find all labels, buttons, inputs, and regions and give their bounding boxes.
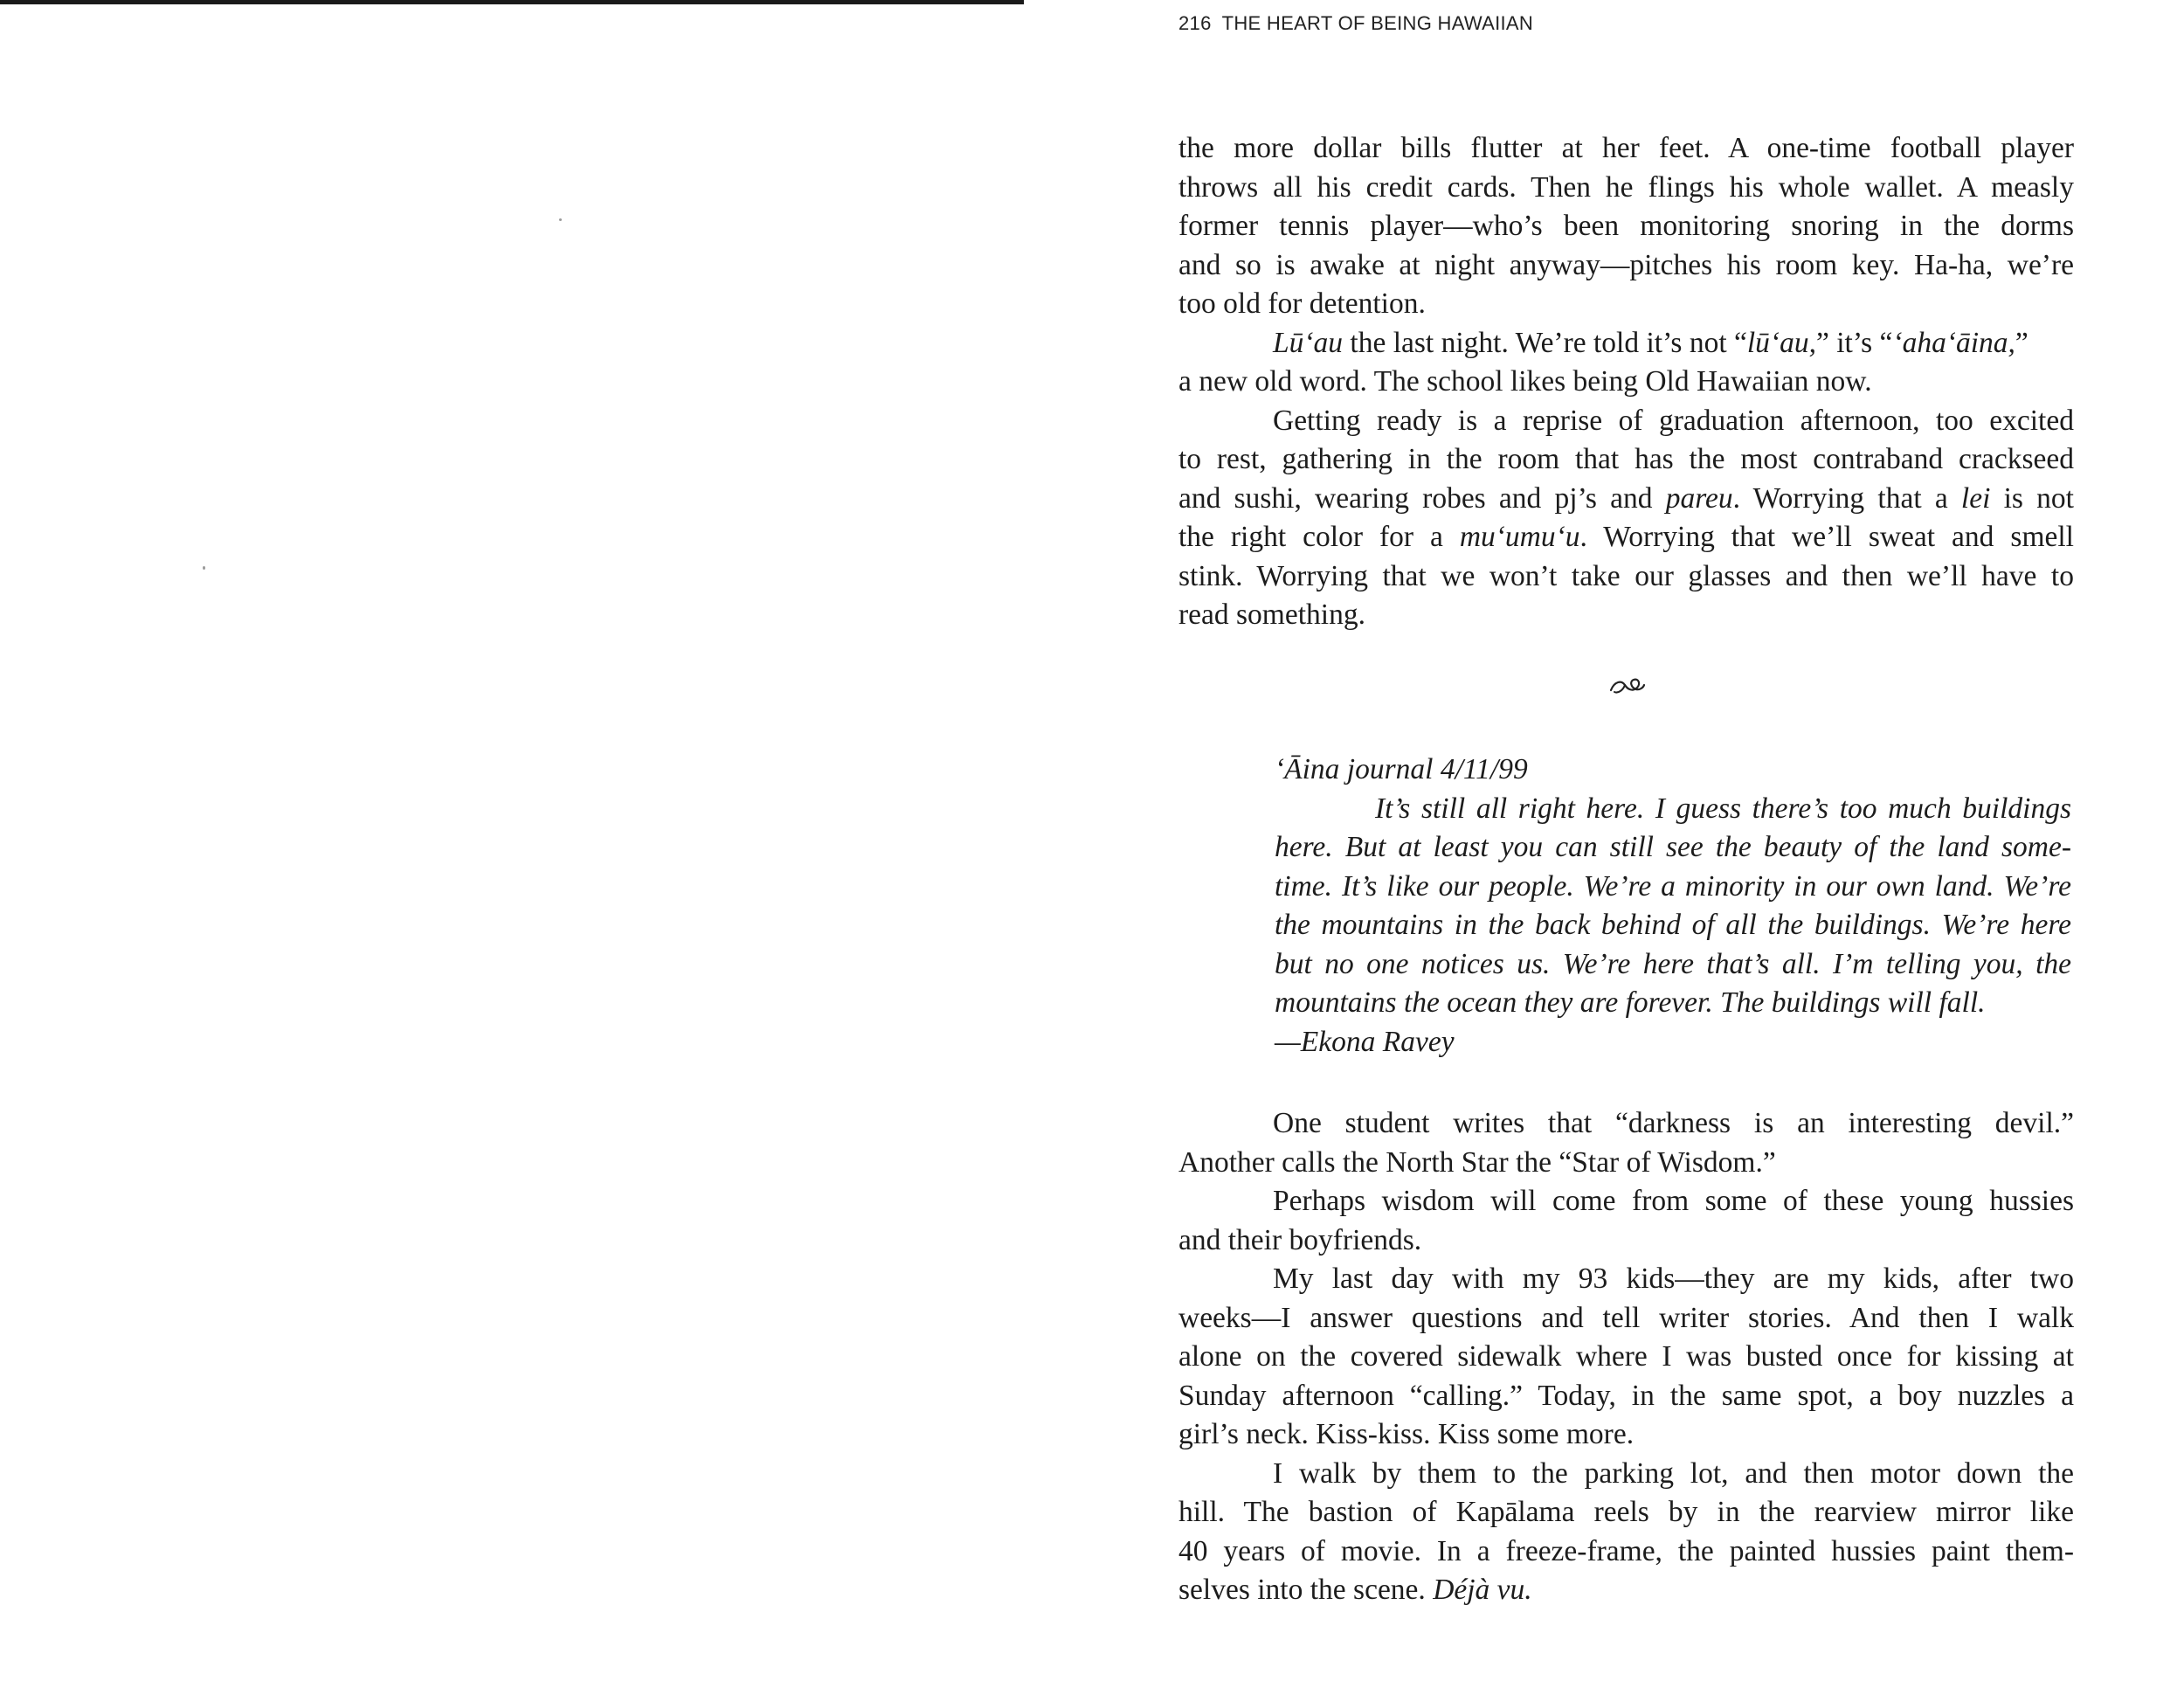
text-line: hill. The bastion of Kapālama reels by in the rearview mirror like <box>1178 1496 2074 1528</box>
text-line: and their boyfriends. <box>1178 1223 1422 1256</box>
text-line: Getting ready is a reprise of graduation afternoon, too excited <box>1273 404 2074 437</box>
text-run: and sushi, wearing robes and pj’s and <box>1178 481 1666 515</box>
text-line: Perhaps wisdom will come from some of these young hussies <box>1273 1185 2074 1217</box>
text-line: girl’s neck. Kiss-kiss. Kiss some more. <box>1178 1418 1635 1450</box>
text-line: alone on the covered sidewalk where I was busted once for kissing at <box>1178 1340 2074 1373</box>
text-run: selves into the scene. <box>1178 1574 1434 1606</box>
journal-attribution: —Ekona Ravey <box>1275 1025 1455 1058</box>
text-line: a new old word. The school likes being Old Hawaiian now. <box>1178 365 1872 398</box>
italic-term: ‘aha‘āina, <box>1892 326 2015 359</box>
text-line <box>1178 518 2074 557</box>
paragraph <box>1178 1104 2074 1182</box>
italic-term: Lū‘au <box>1273 326 1344 359</box>
text-line: One student writes that “darkness is an interesting devil.” <box>1273 1107 2074 1139</box>
text-line <box>1178 480 2074 519</box>
running-head <box>1178 12 1533 35</box>
text-line: the more dollar bills flutter at her feet. A one-time football player <box>1178 132 2074 164</box>
ornament-icon <box>1607 673 1646 699</box>
running-title: THE HEART OF BEING HAWAIIAN <box>1221 12 1534 34</box>
journal-line: time. It’s like our people. We’re a minority in our own land. We’re <box>1275 869 2071 903</box>
journal-line: It’s still all right here. I guess there’s too much buildings <box>1375 792 2071 825</box>
text-run: . Worrying that we’ll sweat and smell <box>1579 521 2074 553</box>
text-line: read something. <box>1178 598 1365 631</box>
scan-speck <box>559 218 562 221</box>
text-line: Sunday afternoon “calling.” Today, in the same spot, a boy nuzzles a <box>1178 1379 2074 1412</box>
text-run: is not <box>1990 481 2074 515</box>
text-line: former tennis player—who’s been monitoring snoring in the dorms <box>1178 210 2074 242</box>
text-run: . Worrying that a <box>1732 481 1961 515</box>
text-line: 40 years of movie. In a freeze-frame, the painted hussies paint them- <box>1178 1534 2074 1567</box>
text-line: and so is awake at night anyway—pitches his room key. Ha-ha, we’re <box>1178 248 2074 281</box>
text-line: weeks—I answer questions and tell writer stories. And then I walk <box>1178 1301 2074 1334</box>
text-run: ” <box>2015 326 2028 359</box>
text-run: ” it’s “ <box>1815 326 1893 359</box>
top-edge-rule <box>0 0 1024 4</box>
journal-excerpt <box>1275 751 2071 1062</box>
italic-term: Déjà vu. <box>1433 1574 1532 1606</box>
text-line: too old for detention. <box>1178 287 1426 320</box>
journal-line: here. But at least you can still see the beauty of the land some- <box>1275 831 2071 863</box>
italic-term: lū‘au, <box>1746 326 1816 359</box>
paragraph <box>1178 324 2074 402</box>
text-section-a <box>1178 129 2074 635</box>
italic-term: lei <box>1960 481 1991 515</box>
text-line <box>1178 324 2074 363</box>
text-line: to rest, gathering in the room that has the most contraband crackseed <box>1178 443 2074 475</box>
italic-term: pareu <box>1665 481 1733 515</box>
journal-line: but no one notices us. We’re here that’s all. I’m telling you, the <box>1275 947 2071 980</box>
text-line: Another calls the North Star the “Star of Wisdom.” <box>1178 1145 1776 1179</box>
text-line <box>1178 1571 2074 1610</box>
italic-term: mu‘umu‘u <box>1459 521 1580 553</box>
paragraph <box>1178 1455 2074 1610</box>
paragraph <box>1178 1182 2074 1260</box>
journal-heading: ‘Āina journal 4/11/99 <box>1275 753 1528 785</box>
text-run: the right color for a <box>1178 521 1460 553</box>
page-number: 216 <box>1178 12 1212 34</box>
paragraph <box>1178 1260 2074 1455</box>
text-line: My last day with my 93 kids—they are my kids, after two <box>1273 1263 2074 1295</box>
text-line: stink. Worrying that we won’t take our glasses and then we’ll have to <box>1178 559 2074 592</box>
journal-line: mountains the ocean they are forever. The buildings will fall. <box>1275 986 1986 1019</box>
text-line: I walk by them to the parking lot, and then motor down the <box>1273 1456 2074 1490</box>
paragraph <box>1178 129 2074 324</box>
text-line: throws all his credit cards. Then he flings his whole wallet. A measly <box>1178 170 2074 204</box>
text-run: the last night. We’re told it’s not “ <box>1343 326 1747 359</box>
paragraph <box>1178 402 2074 635</box>
journal-line: the mountains in the back behind of all the buildings. We’re here <box>1275 909 2071 941</box>
text-section-b <box>1178 1104 2074 1610</box>
scan-speck <box>203 566 205 570</box>
